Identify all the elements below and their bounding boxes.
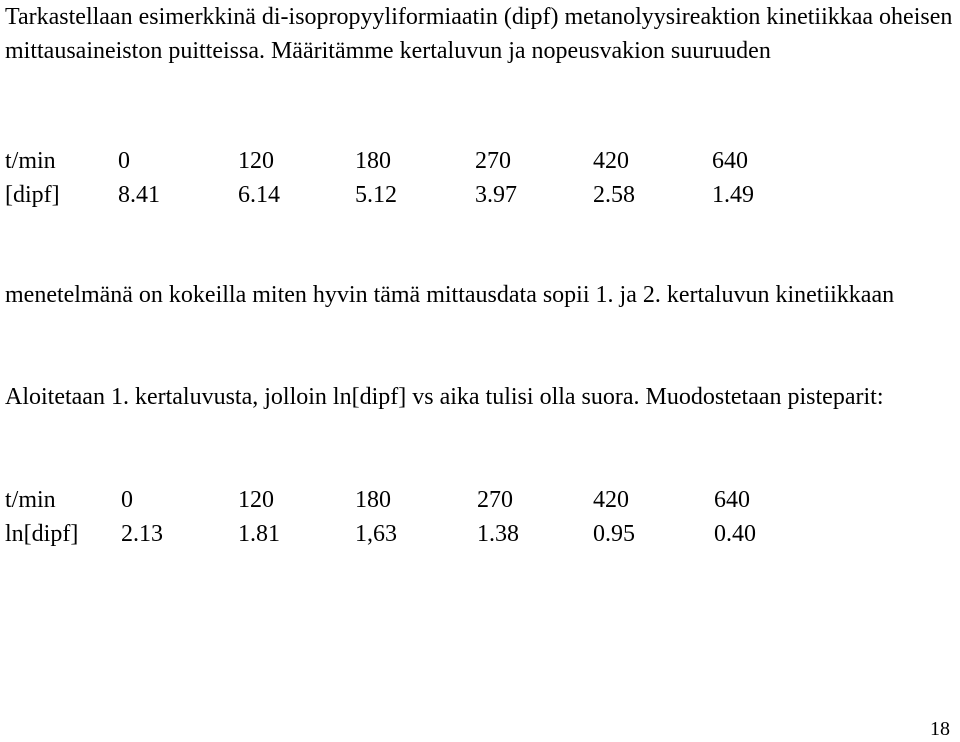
table-cell: 0 [118,148,130,174]
table-cell: 1.81 [238,521,280,547]
table-cell: 420 [593,148,629,174]
table-cell: 0.40 [714,521,756,547]
table-cell: 0 [121,487,133,513]
row-header: [dipf] [5,182,60,208]
table-cell: 270 [477,487,513,513]
intro-paragraph: Tarkastellaan esimerkkinä di-isopropyyliformiaatin (dipf) metanolyysireaktion kinetiikkaa oheisen mittausaineiston puitteissa. Määritämme kertaluvun ja nopeusvakion suuruuden [5,4,953,64]
table-cell: 2.13 [121,521,163,547]
table-cell: 270 [475,148,511,174]
table-cell: 3.97 [475,182,517,208]
table-cell: 0.95 [593,521,635,547]
table-cell: 2.58 [593,182,635,208]
table-cell: 180 [355,487,391,513]
table-cell: 5.12 [355,182,397,208]
table-cell: 1,63 [355,521,397,547]
table-cell: 180 [355,148,391,174]
page-number: 18 [930,718,950,740]
row-header: ln[dipf] [5,521,79,547]
table-cell: 120 [238,487,274,513]
row-header: t/min [5,148,56,174]
table-cell: 1.49 [712,182,754,208]
row-header: t/min [5,487,56,513]
table-cell: 8.41 [118,182,160,208]
table-cell: 420 [593,487,629,513]
table-cell: 640 [714,487,750,513]
table-cell: 120 [238,148,274,174]
table-cell: 640 [712,148,748,174]
table-cell: 1.38 [477,521,519,547]
table-cell: 6.14 [238,182,280,208]
method-paragraph: menetelmänä on kokeilla miten hyvin tämä mittausdata sopii 1. ja 2. kertaluvun kinetiikkaan [5,282,895,308]
first-order-paragraph: Aloitetaan 1. kertaluvusta, jolloin ln[dipf] vs aika tulisi olla suora. Muodostetaan pisteparit: [5,384,884,410]
